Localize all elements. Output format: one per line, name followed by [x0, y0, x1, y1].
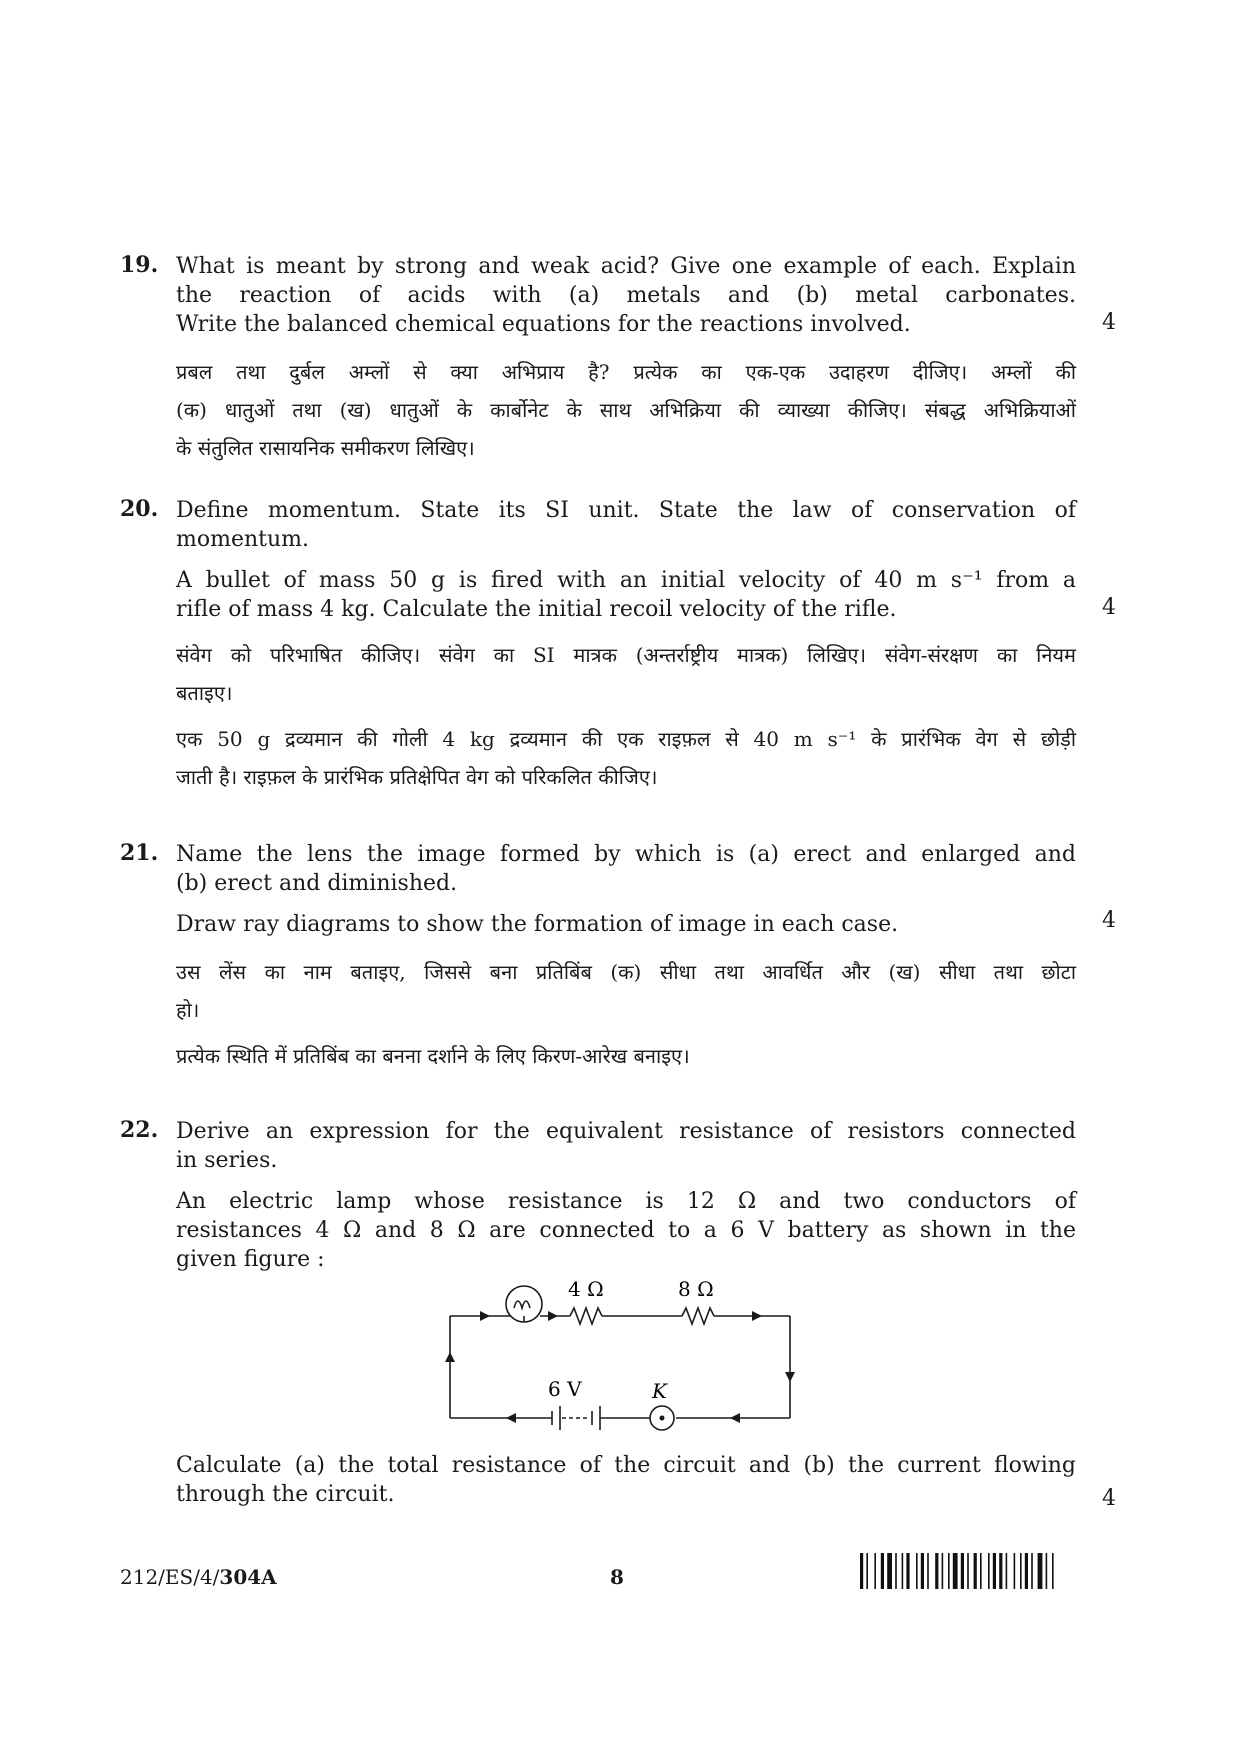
- hindi-text-line: (क) धातुओं तथा (ख) धातुओं के कार्बोनेट के साथ अभिक्रिया की व्याख्या कीजिए। संबद्ध अभिक्रियाओं: [176, 398, 1076, 422]
- current-arrow: [506, 1413, 516, 1423]
- question-text-line: An electric lamp whose resistance is 12 Ω and two conductors of: [176, 1189, 1076, 1214]
- current-arrow: [548, 1311, 558, 1321]
- question-text-line: What is meant by strong and weak acid? Give one example of each. Explain: [176, 254, 1076, 279]
- hindi-text-line: प्रत्येक स्थिति में प्रतिबिंब का बनना दर्शाने के लिए किरण-आरेख बनाइए।: [176, 1044, 690, 1068]
- hindi-text-line: हो।: [176, 998, 200, 1022]
- current-arrow: [730, 1413, 740, 1423]
- resistor-4-ohm: [570, 1308, 602, 1324]
- battery-label: 6 V: [548, 1377, 582, 1401]
- question-text-line: Define momentum. State its SI unit. State the law of conservation of: [176, 498, 1076, 523]
- paper-code: [120, 1565, 277, 1589]
- question-text-line: rifle of mass 4 kg. Calculate the initial recoil velocity of the rifle.: [176, 597, 897, 622]
- question-number: 20.: [120, 496, 159, 522]
- hindi-text-line: जाती है। राइफ़ल के प्रारंभिक प्रतिक्षेपित वेग को परिकलित कीजिए।: [176, 765, 658, 789]
- resistor-label-4: 4 Ω: [568, 1277, 604, 1301]
- question-text-line: Name the lens the image formed by which is (a) erect and enlarged and: [176, 842, 1076, 867]
- marks: 4: [1102, 908, 1116, 933]
- hindi-text-line: प्रबल तथा दुर्बल अम्लों से क्या अभिप्राय है? प्रत्येक का एक-एक उदाहरण दीजिए। अम्लों की: [176, 360, 1076, 384]
- key-label: K: [652, 1379, 667, 1403]
- question-text-line: (b) erect and diminished.: [176, 871, 458, 896]
- question-number: 19.: [120, 252, 159, 278]
- question-text-line: Calculate (a) the total resistance of the circuit and (b) the current flowing: [176, 1453, 1076, 1478]
- current-arrow: [785, 1372, 795, 1382]
- question-text-line: in series.: [176, 1148, 278, 1173]
- current-arrow: [445, 1352, 455, 1362]
- question-text-line: resistances 4 Ω and 8 Ω are connected to a 6 V battery as shown in the: [176, 1218, 1076, 1243]
- question-text-line: the reaction of acids with (a) metals and (b) metal carbonates.: [176, 283, 1076, 308]
- question-number: 21.: [120, 840, 159, 866]
- circuit-diagram: [440, 1268, 800, 1438]
- marks: 4: [1102, 1486, 1116, 1511]
- question-text-line: Derive an expression for the equivalent resistance of resistors connected: [176, 1119, 1076, 1144]
- hindi-text-line: एक 50 g द्रव्यमान की गोली 4 kg द्रव्यमान की एक राइफ़ल से 40 m s⁻¹ के प्रारंभिक वेग से छोड़ी: [176, 727, 1076, 751]
- question-text-line: A bullet of mass 50 g is fired with an initial velocity of 40 m s⁻¹ from a: [176, 568, 1076, 593]
- question-text-line: Draw ray diagrams to show the formation of image in each case.: [176, 912, 899, 937]
- page-number: 8: [610, 1565, 624, 1589]
- marks: 4: [1102, 310, 1116, 335]
- resistor-label-8: 8 Ω: [678, 1277, 714, 1301]
- paper-code-bold: 304A: [219, 1565, 277, 1589]
- hindi-text-line: संवेग को परिभाषित कीजिए। संवेग का SI मात्रक (अन्तर्राष्ट्रीय मात्रक) लिखिए। संवेग-संरक्षण का नियम: [176, 643, 1076, 667]
- hindi-text-line: बताइए।: [176, 681, 233, 705]
- paper-code-prefix: 212/ES/4/: [120, 1565, 220, 1589]
- hindi-text-line: उस लेंस का नाम बताइए, जिससे बना प्रतिबिंब (क) सीधा तथा आवर्धित और (ख) सीधा तथा छोटा: [176, 960, 1076, 984]
- current-arrow: [752, 1311, 762, 1321]
- question-text-line: given figure :: [176, 1247, 325, 1272]
- marks: 4: [1102, 595, 1116, 620]
- current-arrow: [480, 1311, 490, 1321]
- question-text-line: through the circuit.: [176, 1482, 395, 1507]
- question-text-line: Write the balanced chemical equations for the reactions involved.: [176, 312, 911, 337]
- hindi-text-line: के संतुलित रासायनिक समीकरण लिखिए।: [176, 436, 475, 460]
- resistor-8-ohm: [682, 1308, 714, 1324]
- question-text-line: momentum.: [176, 527, 310, 552]
- question-number: 22.: [120, 1117, 159, 1143]
- barcode: [860, 1553, 1120, 1589]
